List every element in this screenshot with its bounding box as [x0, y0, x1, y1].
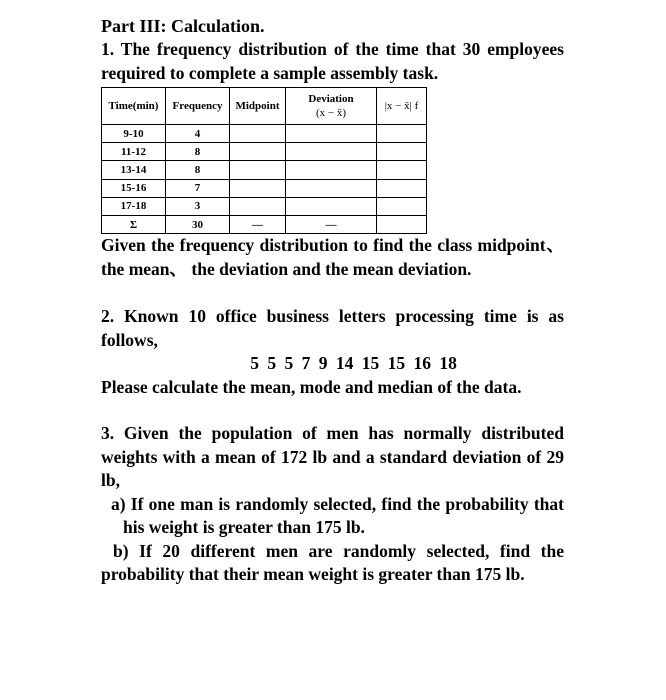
cell-midpoint: [230, 197, 286, 215]
cell-frequency: 7: [166, 179, 230, 197]
q1-instruction: Given the frequency distribution to find the class midpoint、 the mean、 the deviation and the mean deviation.: [101, 235, 564, 279]
cell-deviation: [286, 197, 377, 215]
cell-total-label: Σ: [102, 215, 166, 233]
q3-part-a: a) If one man is randomly selected, find the probability that his weight is greater than 175 lb.: [111, 493, 564, 538]
header-frequency: Frequency: [166, 88, 230, 125]
q3-intro: 3. Given the population of men has normally distributed weights with a mean of 172 lb and a standard deviation of 29 lb,: [101, 423, 564, 491]
cell-time: 17-18: [102, 197, 166, 215]
q2-numbers: 5 5 5 7 9 14 15 15 16 18: [250, 353, 457, 374]
cell-frequency: 4: [166, 125, 230, 143]
document-page: [101, 14, 564, 587]
header-deviation-formula: (x − x̄): [315, 107, 347, 119]
cell-midpoint: [230, 125, 286, 143]
header-abs-deviation: [377, 88, 427, 125]
table-header-row: [102, 88, 427, 125]
cell-deviation: [286, 125, 377, 143]
cell-midpoint: [230, 179, 286, 197]
cell-frequency: 8: [166, 161, 230, 179]
cell-time: 13-14: [102, 161, 166, 179]
part-title: Part III: Calculation.: [101, 16, 265, 36]
table-row: [102, 179, 427, 197]
cell-abs-deviation: [377, 179, 427, 197]
q3-part-b: b) If 20 different men are randomly selected, find the probability that their mean weight is greater than 175 lb.: [101, 540, 564, 585]
header-time: Time(min): [102, 88, 166, 125]
cell-time: 15-16: [102, 179, 166, 197]
header-deviation: [286, 88, 377, 125]
cell-deviation: [286, 161, 377, 179]
cell-abs-deviation: [377, 161, 427, 179]
q2-intro: 2. Known 10 office business letters processing time is as follows,: [101, 306, 564, 350]
cell-total-frequency: 30: [166, 215, 230, 233]
header-abs-deviation-formula: |x − x̄| f: [384, 100, 419, 112]
cell-time: 11-12: [102, 143, 166, 161]
cell-midpoint: [230, 143, 286, 161]
cell-abs-deviation: [377, 125, 427, 143]
q2-instruction: Please calculate the mean, mode and median of the data.: [101, 376, 522, 397]
cell-time: 9-10: [102, 125, 166, 143]
cell-total-deviation: —: [286, 215, 377, 233]
header-deviation-label: Deviation: [308, 93, 354, 105]
cell-midpoint: [230, 161, 286, 179]
q1-intro: 1. The frequency distribution of the time that 30 employees required to complete a sample assembly task.: [101, 39, 564, 83]
table-total-row: [102, 215, 427, 233]
cell-frequency: 3: [166, 197, 230, 215]
header-midpoint: Midpoint: [230, 88, 286, 125]
cell-abs-deviation: [377, 197, 427, 215]
cell-deviation: [286, 143, 377, 161]
table-row: [102, 161, 427, 179]
table-row: [102, 125, 427, 143]
cell-frequency: 8: [166, 143, 230, 161]
cell-total-abs-deviation: [377, 215, 427, 233]
cell-deviation: [286, 179, 377, 197]
table-row: [102, 197, 427, 215]
cell-abs-deviation: [377, 143, 427, 161]
frequency-table: [101, 87, 427, 234]
table-row: [102, 143, 427, 161]
cell-total-midpoint: —: [230, 215, 286, 233]
